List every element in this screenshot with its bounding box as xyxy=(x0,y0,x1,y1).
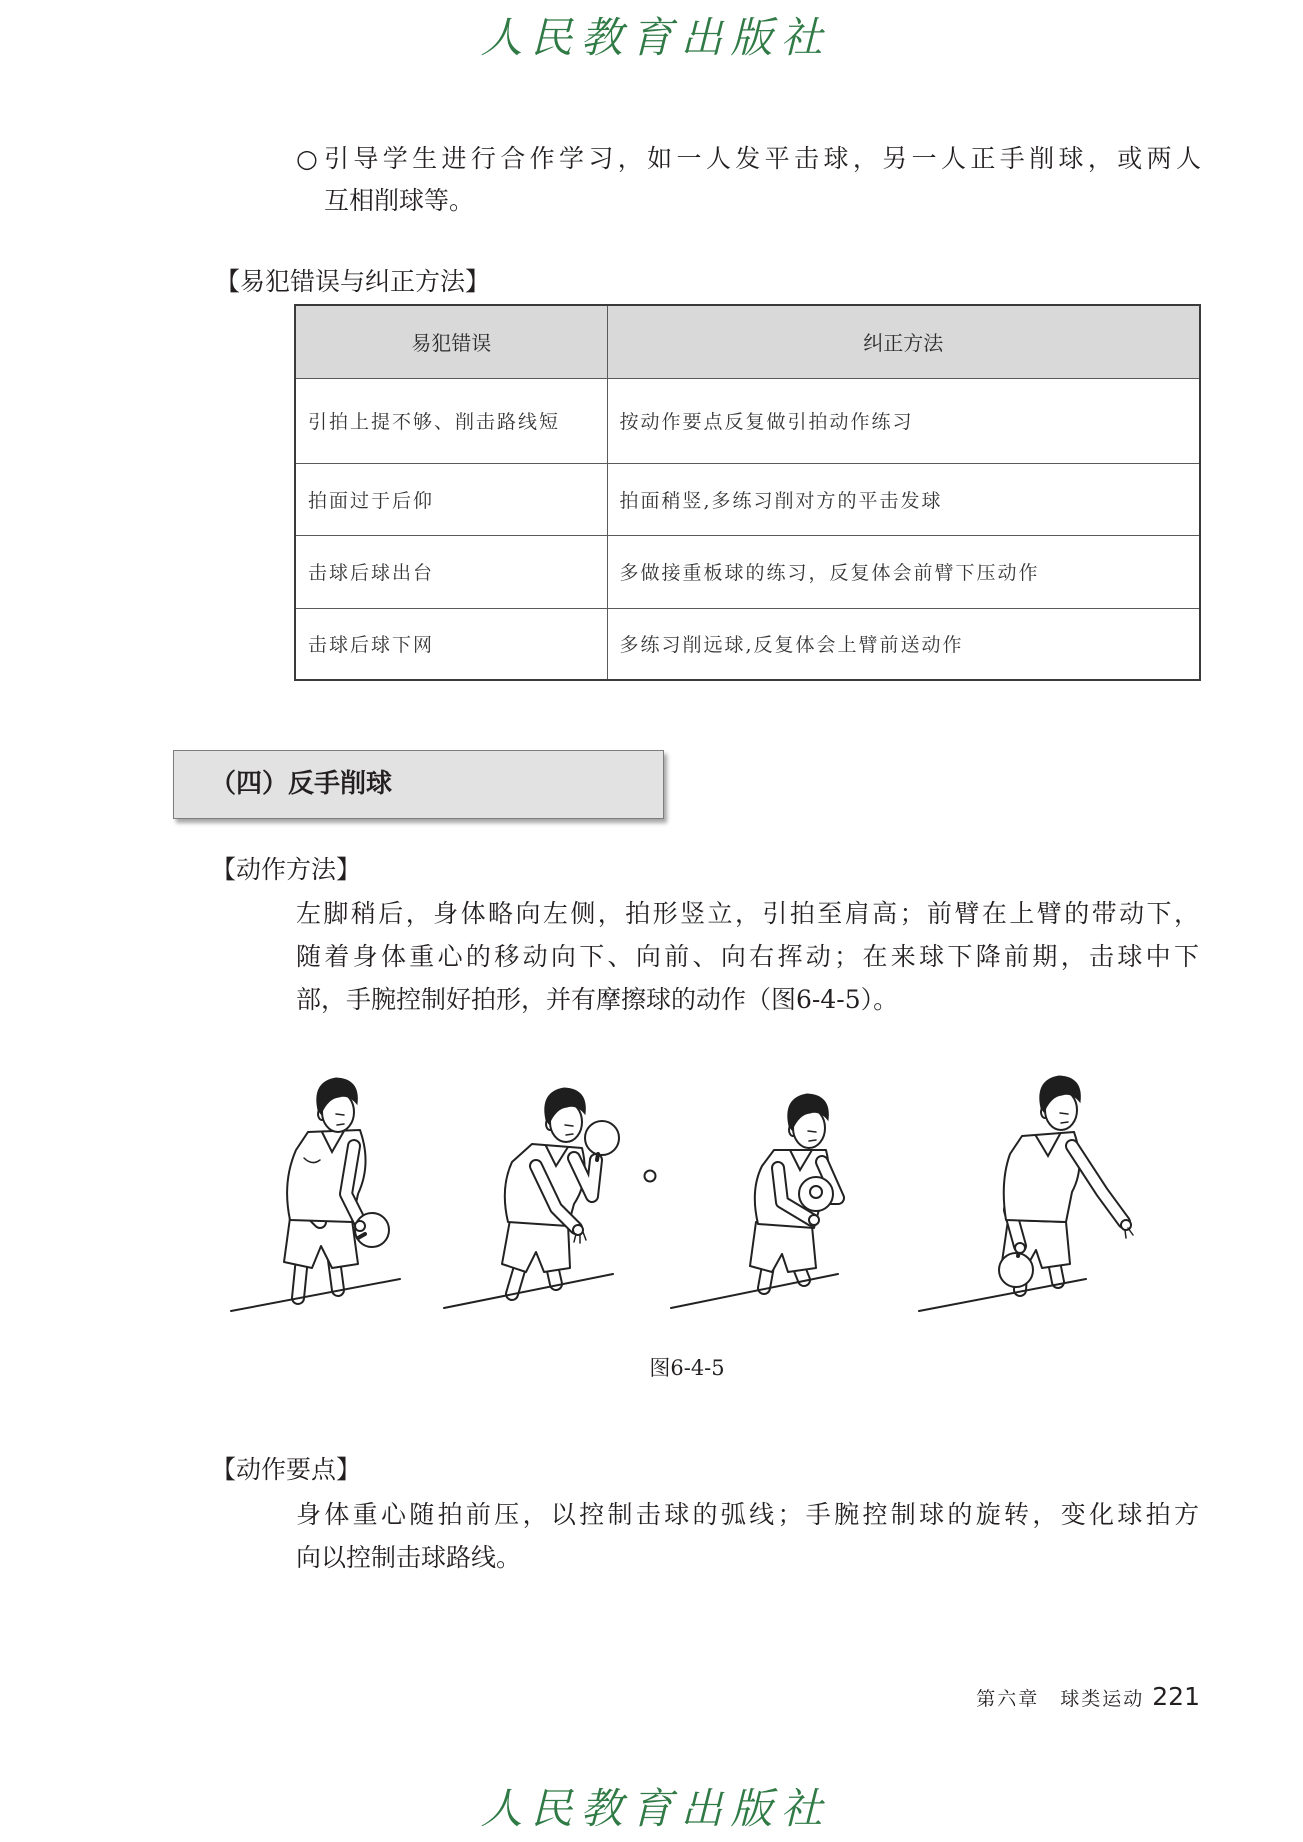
table-row xyxy=(295,463,1200,535)
key-points-line: 身体重心随拍前压，以控制击球的弧线；手腕控制球的旋转，变化球拍方 xyxy=(296,1500,1199,1529)
error-cell: 击球后球下网 xyxy=(295,608,607,680)
chapter-label: 第六章 球类运动 xyxy=(976,1688,1145,1710)
column-header-error: 易犯错误 xyxy=(295,305,607,378)
intro-line: 互相削球等。 xyxy=(324,186,475,215)
player-figure-3 xyxy=(671,1094,838,1308)
section-header-box xyxy=(173,750,664,819)
intro-bullet-paragraph xyxy=(296,138,1201,222)
table-edge-line xyxy=(919,1279,1086,1311)
method-line: 左脚稍后，身体略向左侧，拍形竖立，引拍至肩高；前臂在上臂的带动下， xyxy=(296,899,1199,928)
figure-backhand-chop-illustration xyxy=(220,1070,1140,1322)
key-points-heading: 【动作要点】 xyxy=(211,1455,362,1484)
circle-bullet-icon: ○ xyxy=(296,144,318,173)
figure-caption: 图6-4-5 xyxy=(649,1356,725,1380)
correction-cell: 多练习削远球,反复体会上臂前送动作 xyxy=(607,608,1200,680)
key-points-paragraph xyxy=(296,1493,1199,1579)
correction-cell: 按动作要点反复做引拍动作练习 xyxy=(607,378,1200,463)
page-number: 221 xyxy=(1152,1682,1200,1711)
section-title: （四）反手削球 xyxy=(210,769,393,799)
method-line: 随着身体重心的移动向下、向前、向右挥动；在来球下降前期，击球中下 xyxy=(296,942,1199,971)
page-footer xyxy=(976,1682,1200,1715)
ping-pong-ball xyxy=(645,1171,656,1182)
table-edge-line xyxy=(671,1274,838,1308)
table-row xyxy=(295,608,1200,680)
paddle-2 xyxy=(585,1121,619,1155)
player-figure-4 xyxy=(919,1076,1133,1311)
error-cell: 引拍上提不够、削击路线短 xyxy=(295,378,607,463)
publisher-logo-top: 人民教育出版社 xyxy=(480,13,831,62)
intro-line: 引导学生进行合作学习，如一人发平击球，另一人正手削球，或两人 xyxy=(324,144,1201,173)
paddle-4 xyxy=(999,1253,1033,1287)
error-cell: 击球后球出台 xyxy=(295,535,607,608)
table-row xyxy=(295,535,1200,608)
method-line: 部，手腕控制好拍形，并有摩擦球的动作（图6-4-5）。 xyxy=(296,985,899,1014)
column-header-correction: 纠正方法 xyxy=(607,305,1200,378)
player-figure-1 xyxy=(231,1078,400,1311)
method-paragraph xyxy=(296,892,1199,1021)
method-heading: 【动作方法】 xyxy=(211,855,362,884)
table-edge-line xyxy=(444,1274,613,1308)
table-row xyxy=(295,378,1200,463)
errors-heading: 【易犯错误与纠正方法】 xyxy=(215,267,491,296)
correction-cell: 拍面稍竖,多练习削对方的平击发球 xyxy=(607,463,1200,535)
correction-cell: 多做接重板球的练习，反复体会前臂下压动作 xyxy=(607,535,1200,608)
player-figure-2 xyxy=(444,1088,656,1308)
error-correction-table xyxy=(294,304,1201,681)
key-points-line: 向以控制击球路线。 xyxy=(296,1543,522,1572)
table-header-row xyxy=(295,305,1200,378)
table-edge-line xyxy=(231,1279,400,1311)
publisher-logo-bottom: 人民教育出版社 xyxy=(480,1784,831,1833)
ping-pong-ball xyxy=(810,1186,822,1198)
error-cell: 拍面过于后仰 xyxy=(295,463,607,535)
